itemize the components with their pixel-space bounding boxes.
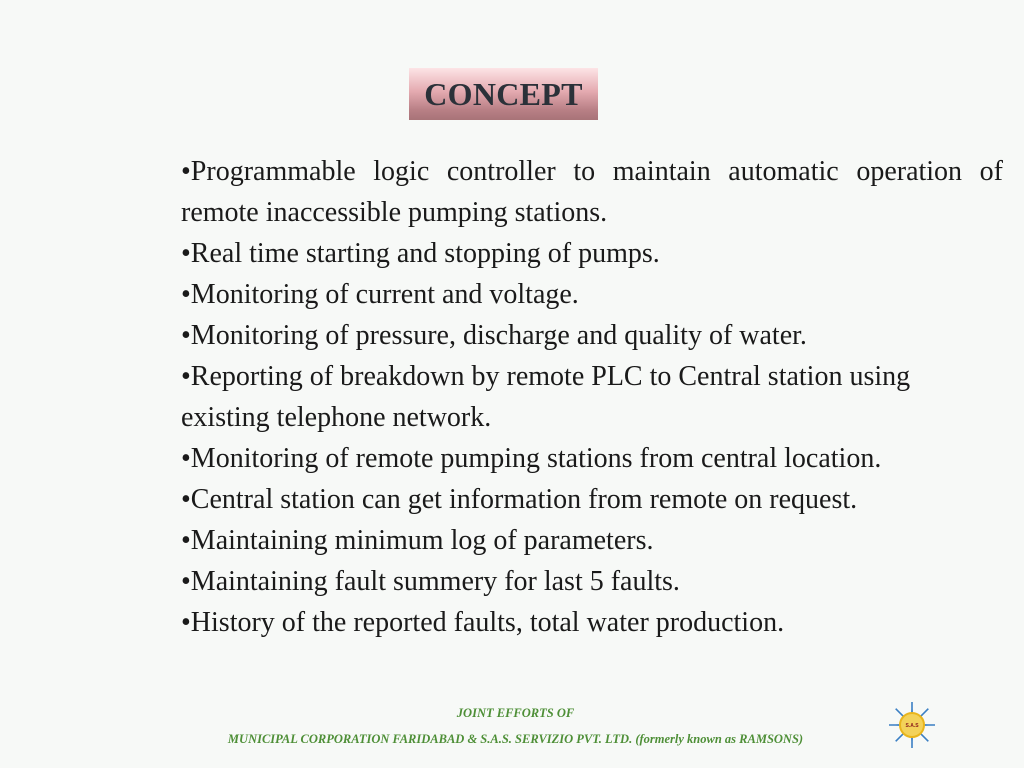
footer-organizations: MUNICIPAL CORPORATION FARIDABAD & S.A.S. SERVIZIO PVT. LTD. (formerly known as RAMSONS) xyxy=(227,732,804,746)
bullet-item: •Maintaining fault summery for last 5 faults. xyxy=(181,566,680,597)
bullet-item: •History of the reported faults, total water production. xyxy=(181,607,785,638)
slide-title: CONCEPT xyxy=(424,75,583,112)
footer-joint-efforts: JOINT EFFORTS OF xyxy=(456,706,575,720)
bullet-item: •Maintaining minimum log of parameters. xyxy=(181,525,654,556)
bullet-item: •Programmable logic controller to maintain automatic operation of remote inaccessible pumping stations. xyxy=(181,156,1003,228)
slide-title-box xyxy=(409,68,598,120)
bullet-item: •Monitoring of remote pumping stations from central location. xyxy=(181,443,882,474)
bullet-list xyxy=(181,151,1003,643)
bullet-item: •Reporting of breakdown by remote PLC to Central station using existing telephone network. xyxy=(181,361,911,433)
compass-logo-icon xyxy=(888,701,936,749)
bullet-item: •Real time starting and stopping of pumps. xyxy=(181,238,660,269)
bullet-item: •Monitoring of pressure, discharge and quality of water. xyxy=(181,320,807,351)
bullet-item: •Monitoring of current and voltage. xyxy=(181,279,579,310)
bullet-item: •Central station can get information from remote on request. xyxy=(181,484,858,515)
logo-text: S.A.S xyxy=(905,723,919,729)
